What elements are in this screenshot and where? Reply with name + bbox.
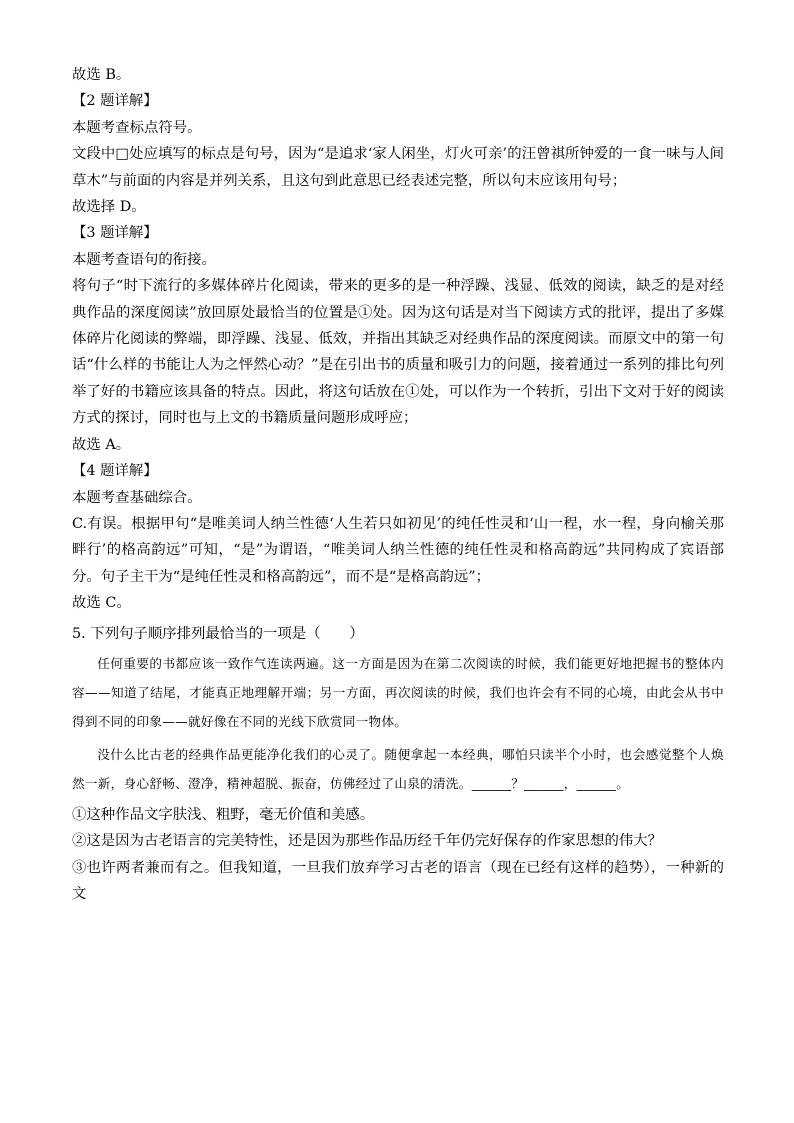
question-5-stem: 5. 下列句子顺序排列最恰当的一项是（ ） <box>72 625 364 642</box>
document-page <box>72 62 724 903</box>
section-2-answer: 故选择 D。 <box>72 199 146 216</box>
section-2-topic: 本题考查标点符号。 <box>72 119 202 136</box>
reading-passage-1: 任何重要的书都应该一致作气连读两遍。这一方面是因为在第二次阅读的时候，我们能更好地把握书的整体内容——知道了结尾，才能真正地理解开端；另一方面，再次阅读的时候，我们也许会有不同的心境，由此会从书中得到不同的印象——就好像在不同的光线下欣赏同一物体。 <box>72 655 724 729</box>
section-heading-4: 【4 题详解】 <box>72 463 158 480</box>
section-heading-3: 【3 题详解】 <box>72 225 158 242</box>
section-3-answer: 故选 A。 <box>72 436 131 453</box>
option-1: ①这种作品文字肤浅、粗野，毫无价值和美感。 <box>72 806 375 823</box>
section-heading-2: 【2 题详解】 <box>72 93 158 110</box>
section-2-explanation: 文段中□处应填写的标点是句号，因为“是追求‘家人闲坐，灯火可亲’的汪曾祺所钟爱的一食一味与人间草木”与前面的内容是并列关系，且这句到此意思已经表述完整，所以句末应该用句号； <box>72 146 724 189</box>
section-3-topic: 本题考查语句的衔接。 <box>72 251 216 268</box>
section-4-topic: 本题考查基础综合。 <box>72 489 202 506</box>
section-4-answer: 故选 C。 <box>72 595 131 612</box>
section-4-explanation: C.有误。根据甲句“是唯美词人纳兰性德‘人生若只如初见’的纯任性灵和‘山一程，水一程，身向榆关那畔行’的格高韵远”可知，“是”为谓语，“唯美词人纳兰性德的纯任性灵和格高韵远”共同构成了宾语部分。句子主干为“是纯任性灵和格高韵远”，而不是“是格高韵远”； <box>72 515 724 585</box>
section-3-explanation: 将句子“时下流行的多媒体碎片化阅读，带来的更多的是一种浮躁、浅显、低效的阅读，缺乏的是对经典作品的深度阅读”放回原处最恰当的位置是①处。因为这句话是对当下阅读方式的批评，提出了多媒体碎片化阅读的弊端，即浮躁、浅显、低效，并指出其缺乏对经典作品的深度阅读。而原文中的第一句话“什么样的书能让人为之怦然心动？”是在引出书的质量和吸引力的问题，接着通过一系列的排比句列举了好的书籍应该具备的特点。因此，将这句话放在①处，可以作为一个转折，引出下文对于好的阅读方式的探讨，同时也与上文的书籍质量问题形成呼应； <box>72 278 724 427</box>
option-2: ②这是因为古老语言的完美特性，还是因为那些作品历经千年仍完好保存的作家思想的伟大？ <box>72 833 663 850</box>
option-3: ③也许两者兼而有之。但我知道，一旦我们放弃学习古老的语言（现在已经有这样的趋势），一种新的文 <box>72 859 724 903</box>
answer-line-1: 故选 B。 <box>72 67 131 83</box>
reading-passage-2: 没什么比古老的经典作品更能净化我们的心灵了。随便拿起一本经典，哪怕只读半个小时，也会感觉整个人焕然一新，身心舒畅、澄净，精神超脱、振奋，仿佛经过了山泉的清洗。______？______，______。 <box>72 746 724 791</box>
